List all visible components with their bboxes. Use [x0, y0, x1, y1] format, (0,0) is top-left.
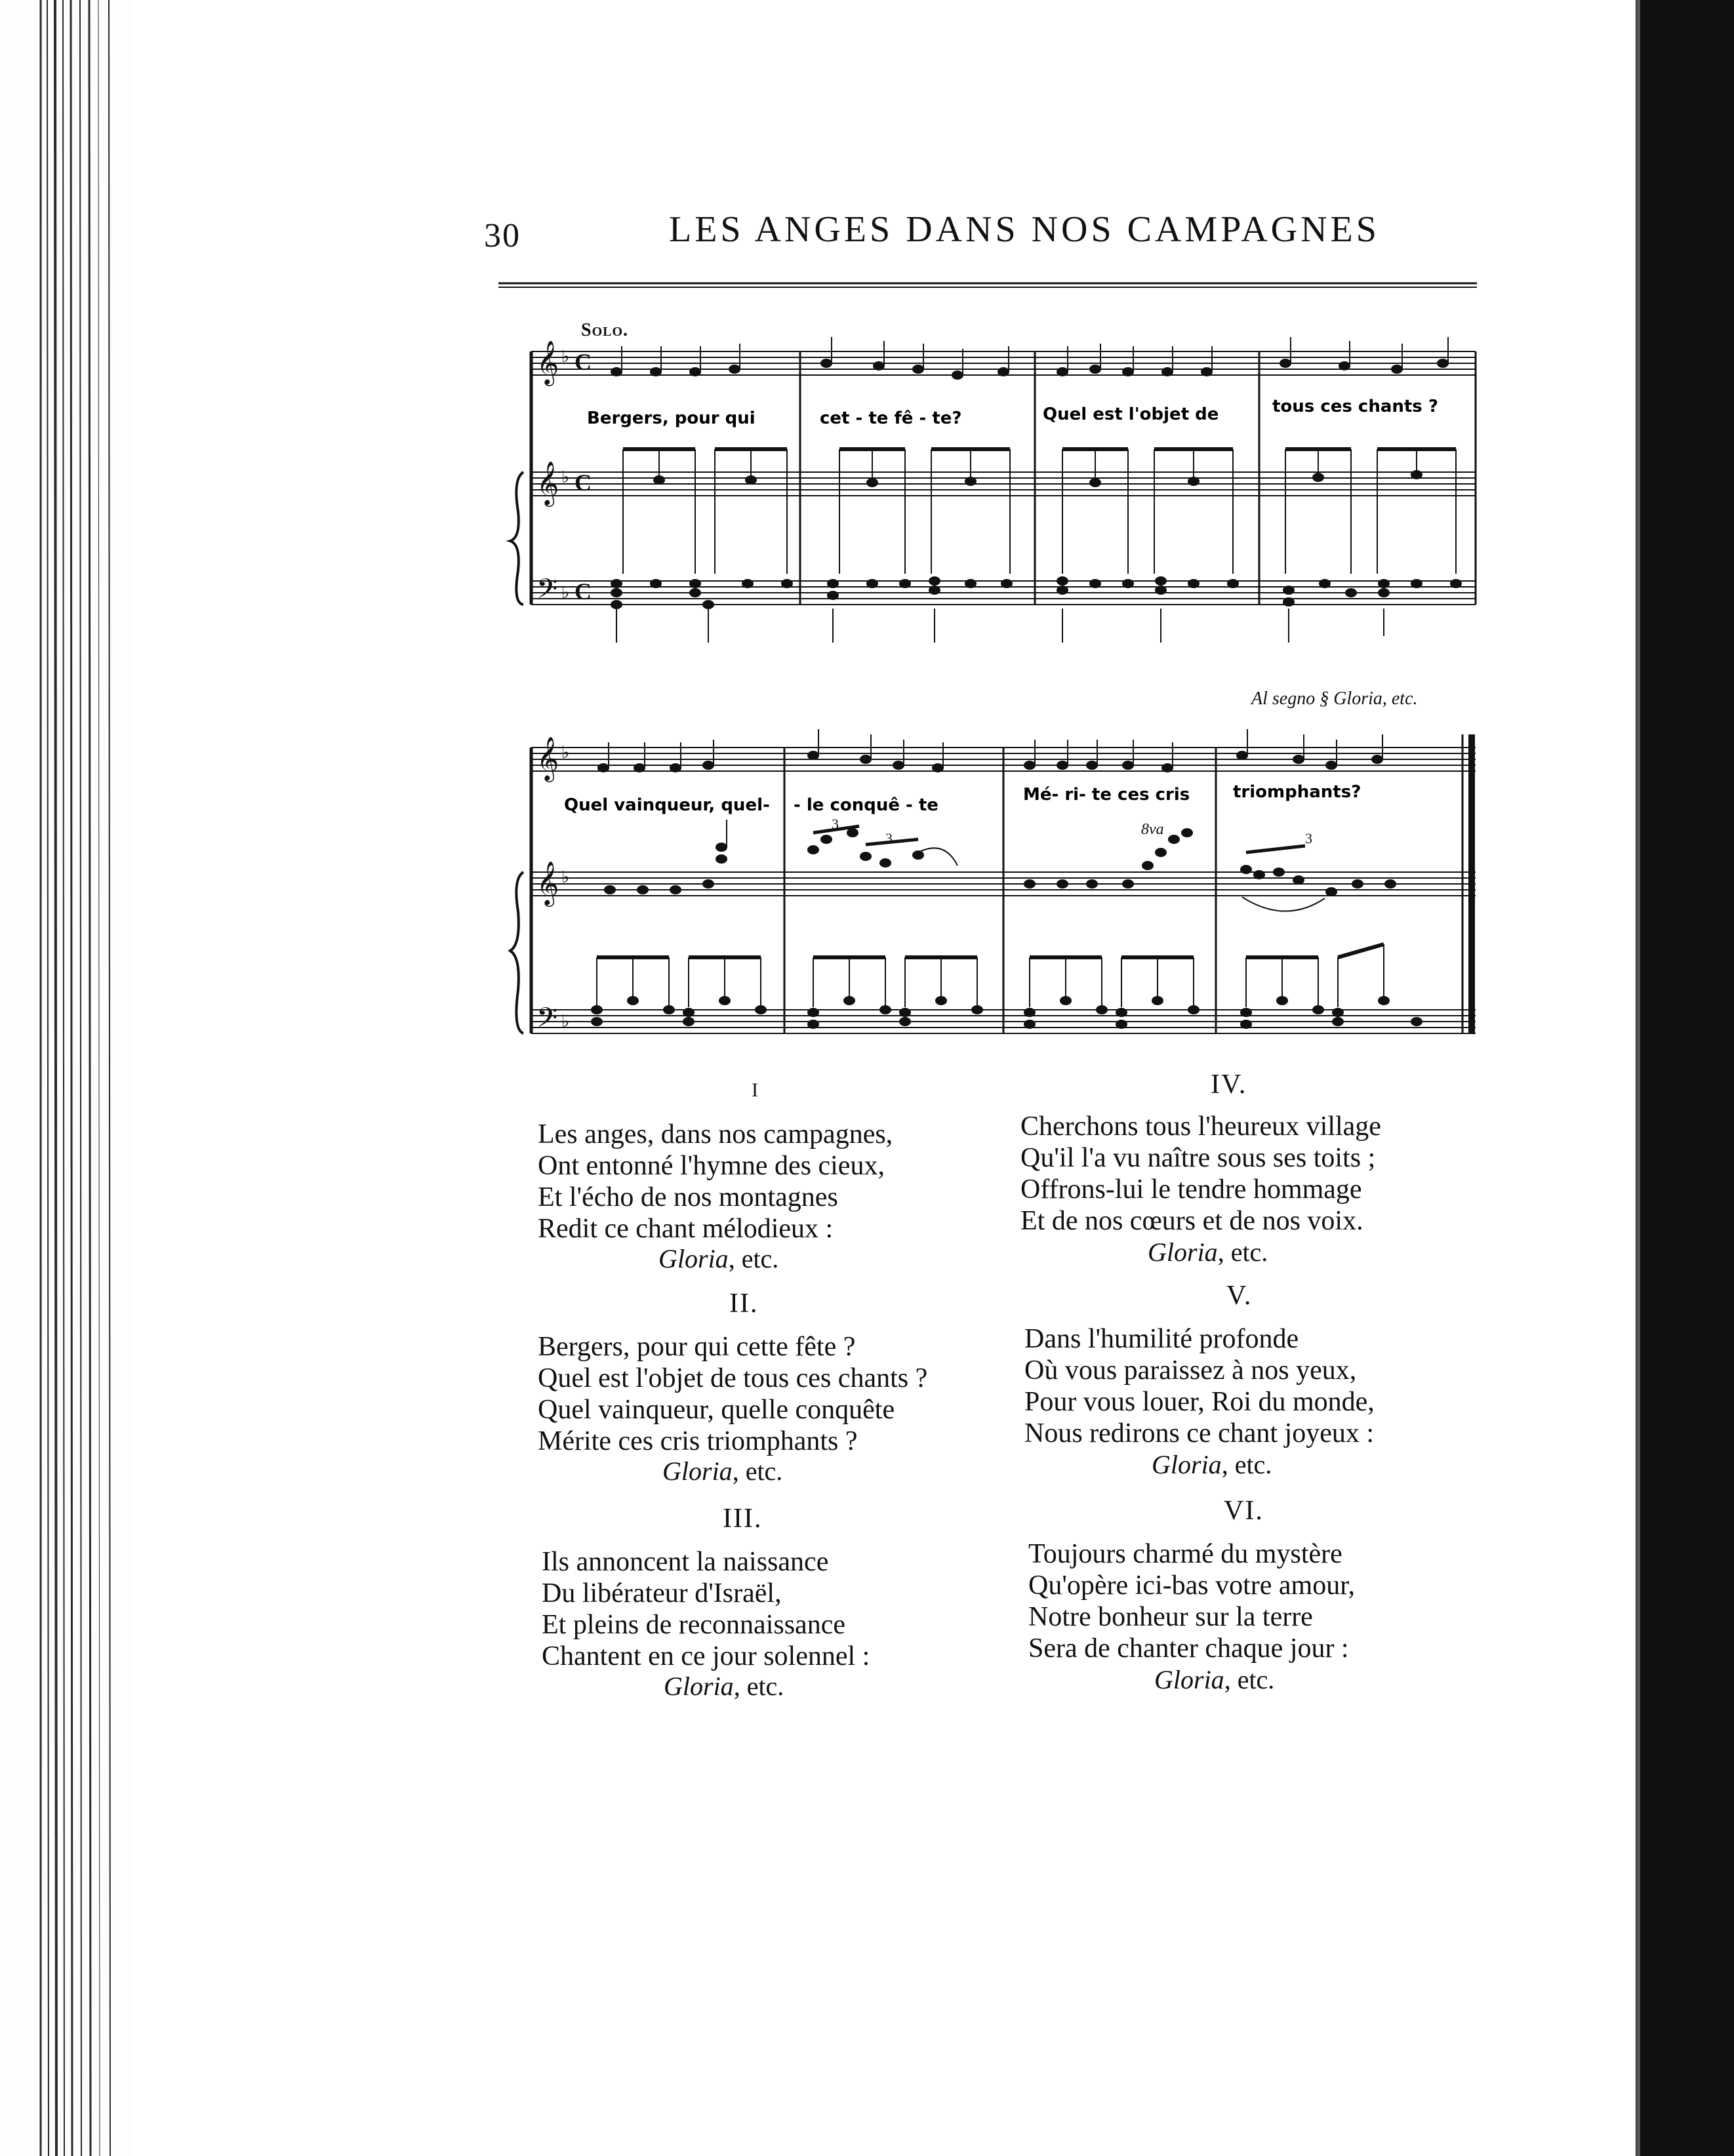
- stanza-line: Et pleins de reconnaissance: [542, 1610, 845, 1640]
- refrain-etc: , etc.: [733, 1671, 784, 1701]
- lyric-s1-m4: tous ces chants ?: [1272, 397, 1438, 416]
- stanza-number-1: I: [752, 1079, 759, 1101]
- tuplet-mark-2: 3: [885, 830, 893, 847]
- svg-text:𝄢: 𝄢: [536, 1002, 558, 1040]
- stanza-line: Notre bonheur sur la terre: [1028, 1602, 1313, 1632]
- stanza-line: Qu'opère ici-bas votre amour,: [1028, 1570, 1356, 1601]
- stanza-line: Bergers, pour qui cette fête ?: [538, 1332, 856, 1362]
- stanza-number-3: III.: [723, 1504, 763, 1534]
- page-stack-left-edge: [0, 0, 131, 2156]
- svg-text:♭: ♭: [561, 868, 570, 887]
- svg-text:𝄞: 𝄞: [536, 736, 559, 780]
- stanza-number-2: II.: [729, 1288, 759, 1319]
- svg-text:𝄞: 𝄞: [536, 460, 559, 505]
- svg-text:♭: ♭: [561, 1012, 570, 1031]
- stanza-number-6: VI.: [1224, 1496, 1264, 1526]
- refrain-word: Gloria: [1154, 1665, 1224, 1694]
- svg-text:𝄢: 𝄢: [536, 573, 558, 611]
- refrain-4: [1148, 1237, 1268, 1268]
- ottava-mark: 8va: [1141, 821, 1164, 838]
- stanza-number-5: V.: [1226, 1281, 1253, 1311]
- stanza-line: Mérite ces cris triomphants ?: [538, 1426, 858, 1456]
- lyric-s2-m2: - le conquê - te: [794, 795, 938, 815]
- refrain-word: Gloria: [658, 1244, 729, 1273]
- stanza-line: Toujours charmé du mystère: [1028, 1539, 1342, 1569]
- segno-instruction: Al segno § Gloria, etc.: [1251, 689, 1418, 709]
- lyric-s2-m4: triomphants?: [1233, 782, 1361, 802]
- stanza-1: [538, 1119, 893, 1245]
- stanza-line: Du libérateur d'Israël,: [542, 1578, 782, 1608]
- score-system-2: [510, 729, 1476, 1040]
- svg-text:C: C: [575, 469, 592, 496]
- stanza-line: Chantent en ce jour solennel :: [542, 1641, 870, 1671]
- svg-text:C: C: [575, 349, 592, 375]
- stanza-line: Et l'écho de nos montagnes: [538, 1182, 838, 1212]
- refrain-word: Gloria: [662, 1456, 733, 1486]
- refrain-6: [1154, 1664, 1274, 1695]
- refrain-etc: , etc.: [1224, 1665, 1275, 1694]
- stanza-line: Qu'il l'a vu naître sous ses toits ;: [1020, 1143, 1376, 1173]
- refrain-etc: , etc.: [1221, 1450, 1272, 1479]
- refrain-2: [662, 1456, 782, 1487]
- page-right-shadow: [1577, 0, 1734, 2156]
- refrain-1: [658, 1243, 778, 1274]
- stanza-line: Quel est l'objet de tous ces chants ?: [538, 1363, 928, 1393]
- refrain-word: Gloria: [1152, 1450, 1222, 1479]
- stanza-line: Dans l'humilité profonde: [1024, 1324, 1299, 1354]
- stanza-5: [1024, 1323, 1375, 1449]
- stanza-line: Nous redirons ce chant joyeux :: [1024, 1418, 1375, 1448]
- svg-text:𝄞: 𝄞: [536, 860, 559, 905]
- stanza-line: Cherchons tous l'heureux village: [1020, 1111, 1381, 1142]
- lyric-s2-m1: Quel vainqueur, quel-: [564, 795, 770, 815]
- stanza-4: [1020, 1111, 1381, 1237]
- svg-text:♭: ♭: [561, 347, 570, 366]
- stanza-line: Ont entonné l'hymne des cieux,: [538, 1151, 885, 1181]
- refrain-etc: , etc.: [728, 1244, 779, 1273]
- stanza-line: Sera de chanter chaque jour :: [1028, 1633, 1349, 1664]
- score-system-1: [510, 337, 1476, 643]
- music-score: [498, 315, 1495, 1049]
- tuplet-mark-3: 3: [1305, 830, 1312, 847]
- lyric-s1-m2: cet - te fê - te?: [820, 409, 962, 428]
- stanza-3: [542, 1546, 870, 1672]
- lyric-s2-m3: Mé- ri- te ces cris: [1023, 785, 1190, 805]
- refrain-3: [664, 1671, 784, 1702]
- refrain-5: [1152, 1449, 1272, 1480]
- stanza-line: Les anges, dans nos campagnes,: [538, 1119, 893, 1149]
- refrain-etc: , etc.: [1217, 1237, 1268, 1267]
- stanza-line: Offrons-lui le tendre hommage: [1020, 1174, 1362, 1205]
- page-title: LES ANGES DANS NOS CAMPAGNES: [669, 209, 1380, 250]
- stanza-line: Et de nos cœurs et de nos voix.: [1020, 1206, 1363, 1236]
- stanza-line: Où vous paraissez à nos yeux,: [1024, 1355, 1357, 1386]
- stanza-line: Pour vous louer, Roi du monde,: [1024, 1387, 1375, 1417]
- stanza-number-4: IV.: [1211, 1069, 1247, 1100]
- svg-text:♭: ♭: [561, 583, 570, 602]
- refrain-etc: , etc.: [732, 1456, 783, 1486]
- voice-label: Solo.: [581, 320, 629, 340]
- stanza-line: Redit ce chant mélodieux :: [538, 1214, 834, 1244]
- svg-text:♭: ♭: [561, 468, 570, 487]
- page-number: 30: [484, 217, 521, 254]
- header-rule: [498, 282, 1477, 289]
- lyric-s1-m3: Quel est l'objet de: [1043, 405, 1219, 424]
- svg-text:♭: ♭: [561, 743, 570, 762]
- stanza-line: Quel vainqueur, quelle conquête: [538, 1395, 895, 1425]
- stanza-6: [1028, 1538, 1355, 1664]
- svg-text:𝄞: 𝄞: [536, 340, 559, 384]
- stanza-2: [538, 1331, 927, 1457]
- stanza-line: Ils annoncent la naissance: [542, 1547, 829, 1577]
- tuplet-mark-1: 3: [832, 816, 839, 832]
- svg-text:C: C: [575, 578, 592, 605]
- lyric-s1-m1: Bergers, pour qui: [587, 409, 756, 428]
- refrain-word: Gloria: [664, 1671, 734, 1701]
- refrain-word: Gloria: [1148, 1237, 1218, 1267]
